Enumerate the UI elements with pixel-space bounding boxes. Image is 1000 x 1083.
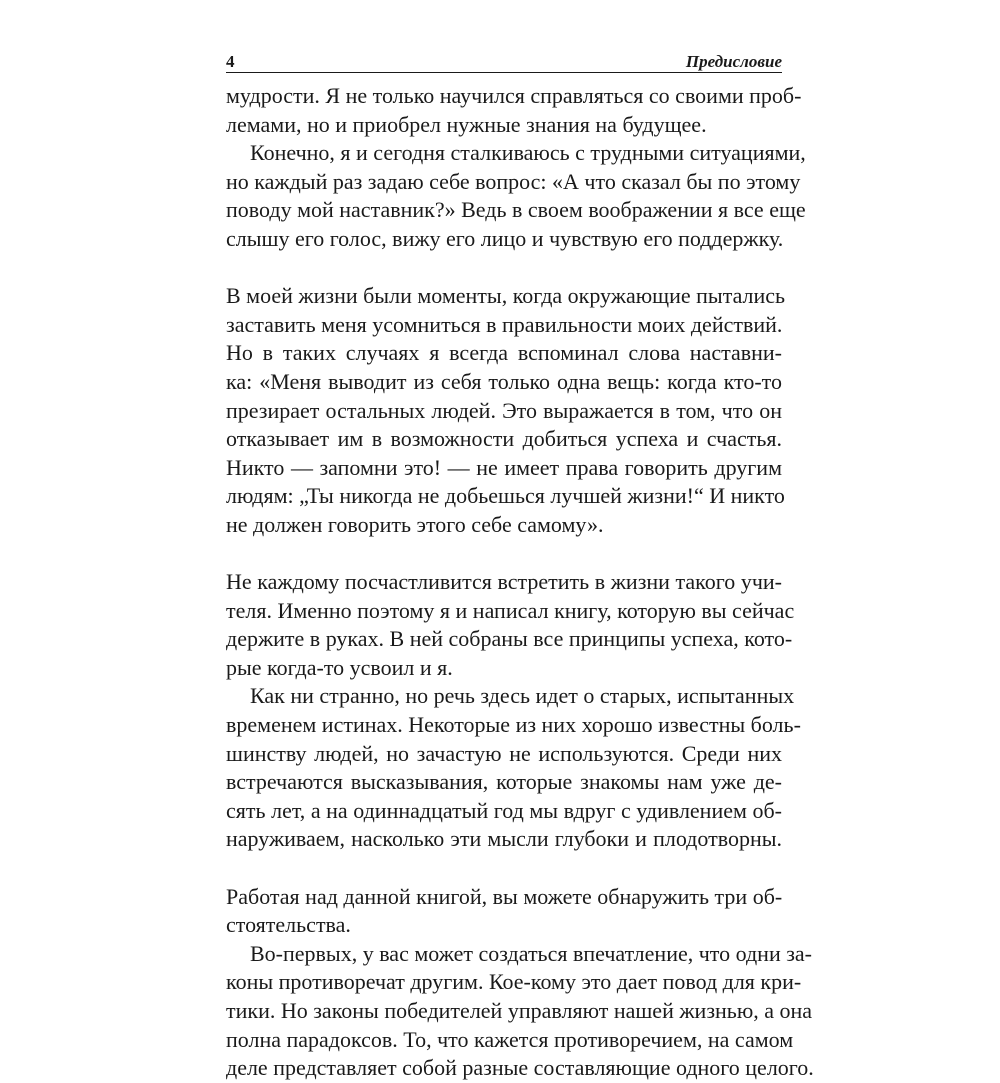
body-text — [226, 82, 814, 1083]
text-line: презирает остальных людей. Это выражается в том, что он — [226, 397, 782, 423]
paragraph-gap — [226, 254, 782, 283]
text-line: стоятельства. — [226, 912, 351, 938]
page-number: 4 — [226, 52, 235, 71]
text-line: рые когда-то усвоил и я. — [226, 654, 453, 680]
text-line: тики. Но законы победителей управляют нашей жизнью, а она — [226, 998, 813, 1023]
text-line: не должен говорить этого себе самому». — [226, 511, 604, 537]
text-line: Не каждому посчастливится встретить в жизни такого учи- — [226, 569, 782, 595]
paragraph-gap — [226, 540, 782, 569]
text-line: полна парадоксов. То, что кажется противоречием, на самом — [226, 1026, 794, 1052]
text-line: временем истинах. Некоторые из них хорошо известны боль- — [226, 712, 801, 738]
text-line: слышу его голос, вижу его лицо и чувствую его поддержку. — [226, 225, 784, 251]
text-line: людям: „Ты никогда не добьешься лучшей жизни!“ И никто — [226, 483, 785, 509]
text-line: Во-первых, у вас может создаться впечатление, что одни за- — [250, 940, 813, 966]
text-line: коны противоречат другим. Кое-кому это дает повод для кри- — [226, 969, 802, 995]
text-line: сять лет, а на одиннадцатый год мы вдруг с удивлением об- — [226, 797, 782, 823]
text-line: но каждый раз задаю себе вопрос: «А что сказал бы по этому — [226, 168, 801, 194]
text-line: мудрости. Я не только научился справляться со своими проб- — [226, 83, 802, 108]
text-line: В моей жизни были моменты, когда окружающие пытались — [226, 283, 786, 309]
text-line: теля. Именно поэтому я и написал книгу, которую вы сейчас — [226, 597, 795, 623]
text-line: держите в руках. В ней собраны все принципы успеха, кото- — [226, 626, 793, 652]
paragraph-gap — [226, 854, 782, 883]
text-line: Работая над данной книгой, вы можете обнаружить три об- — [226, 883, 783, 909]
text-line: ка: «Меня выводит из себя только одна вещь: когда кто-то — [226, 368, 782, 394]
text-line: Конечно, я и сегодня сталкиваюсь с трудными ситуациями, — [250, 140, 806, 166]
text-line: встречаются высказывания, которые знакомы нам уже де- — [226, 769, 782, 795]
text-line: лемами, но и приобрел нужные знания на будущее. — [226, 111, 707, 137]
text-line: поводу мой наставник?» Ведь в своем воображении я все еще — [226, 197, 806, 223]
text-line: Как ни странно, но речь здесь идет о старых, испытанных — [250, 683, 795, 709]
text-line: Никто — запомни это! — не имеет права говорить другим — [226, 454, 782, 480]
text-line: наруживаем, насколько эти мысли глубоки и плодотворны. — [226, 826, 782, 852]
running-head: Предисловие — [685, 52, 782, 71]
text-line: отказывает им в возможности добиться успеха и счастья. — [226, 426, 782, 452]
page-header — [226, 52, 782, 73]
text-line: заставить меня усомниться в правильности моих действий. — [226, 311, 783, 337]
text-line: шинству людей, но зачастую не используются. Среди них — [226, 740, 782, 766]
text-line: деле представляет собой разные составляющие одного целого. — [226, 1055, 814, 1081]
text-line: Но в таких случаях я всегда вспоминал слова наставни- — [226, 340, 782, 366]
